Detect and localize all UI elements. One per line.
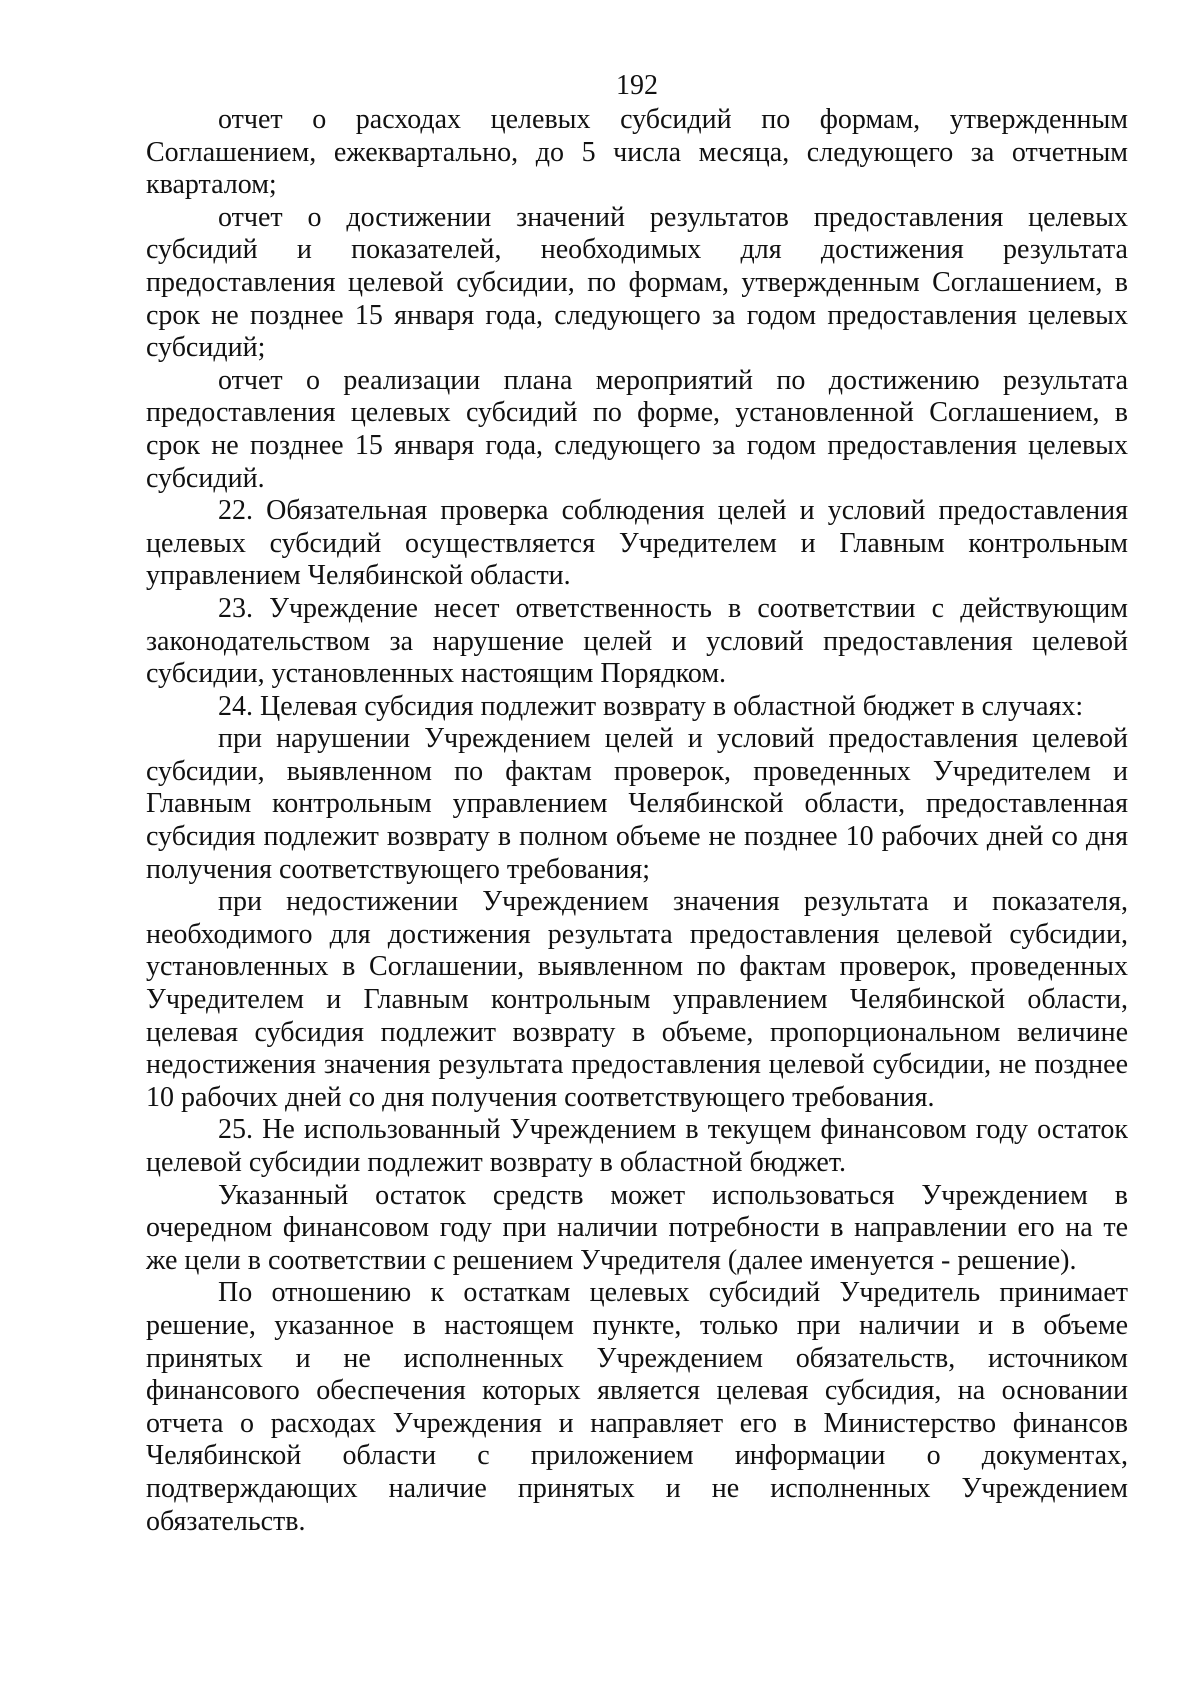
paragraph-item-24: 24. Целевая субсидия подлежит возврату в областной бюджет в случаях: — [218, 690, 1084, 722]
paragraph-violation-return: при нарушении Учреждением целей и условий предоставления целевой субсидии, выявленном по фактам проверок, проведенных Учредителем и Главным контрольным управлением Челябинской области, предоставленная субсидия подлежит возврату в полном объеме не позднее 10 рабочих дней со дня получения соответствующего требования; — [146, 723, 1128, 885]
paragraph-item-23: 23. Учреждение несет ответственность в соответствии с действующим законодательством за нарушение целей и условий предоставления целевой субсидии, установленных настоящим Порядком. — [146, 592, 1128, 690]
paragraph-nonachievement-return: при недостижении Учреждением значения результата и показателя, необходимого для достижения результата предоставления целевой субсидии, установленных в Соглашении, выявленном по фактам проверок, проведенных Учредителем и Главным контрольным управлением Челябинской области, целевая субсидия подлежит возврату в объеме, пропорциональном величине недостижения значения результата предоставления целевой субсидии, не позднее 10 рабочих дней со дня получения соответствующего требования. — [146, 886, 1128, 1113]
document-page — [146, 70, 1128, 1538]
paragraph-action-plan-report: отчет о реализации плана мероприятий по достижению результата предоставления целевых субсидий по форме, установленной Соглашением, в срок не позднее 15 января года, следующего за годом предоставления целевых субсидий. — [146, 364, 1128, 494]
paragraph-expense-report: отчет о расходах целевых субсидий по формам, утвержденным Соглашением, ежеквартально, до 5 числа месяца, следующего за отчетным кварталом; — [146, 104, 1128, 201]
paragraph-item-25: 25. Не использованный Учреждением в текущем финансовом году остаток целевой субсидии подлежит возврату в областной бюджет. — [146, 1114, 1128, 1178]
paragraph-remainder-use: Указанный остаток средств может использоваться Учреждением в очередном финансовом году при наличии потребности в направлении его на те же цели в соответствии с решением Учредителя (далее именуется - решение). — [146, 1179, 1128, 1276]
paragraph-item-22: 22. Обязательная проверка соблюдения целей и условий предоставления целевых субсидий осуществляется Учредителем и Главным контрольным управлением Челябинской области. — [146, 495, 1128, 592]
page-number: 192 — [616, 70, 658, 101]
paragraph-remainder-decision: По отношению к остаткам целевых субсидий Учредитель принимает решение, указанное в настоящем пункте, только при наличии и в объеме принятых и не исполненных Учреждением обязательств, источником финансового обеспечения которых является целевая субсидия, на основании отчета о расходах Учреждения и направляет его в Министерство финансов Челябинской области с приложением информации о документах, подтверждающих наличие принятых и не исполненных Учреждением обязательств. — [146, 1277, 1128, 1537]
paragraph-results-report: отчет о достижении значений результатов предоставления целевых субсидий и показателей, необходимых для достижения результата предоставления целевой субсидии, по формам, утвержденным Соглашением, в срок не позднее 15 января года, следующего за годом предоставления целевых субсидий; — [146, 201, 1128, 364]
